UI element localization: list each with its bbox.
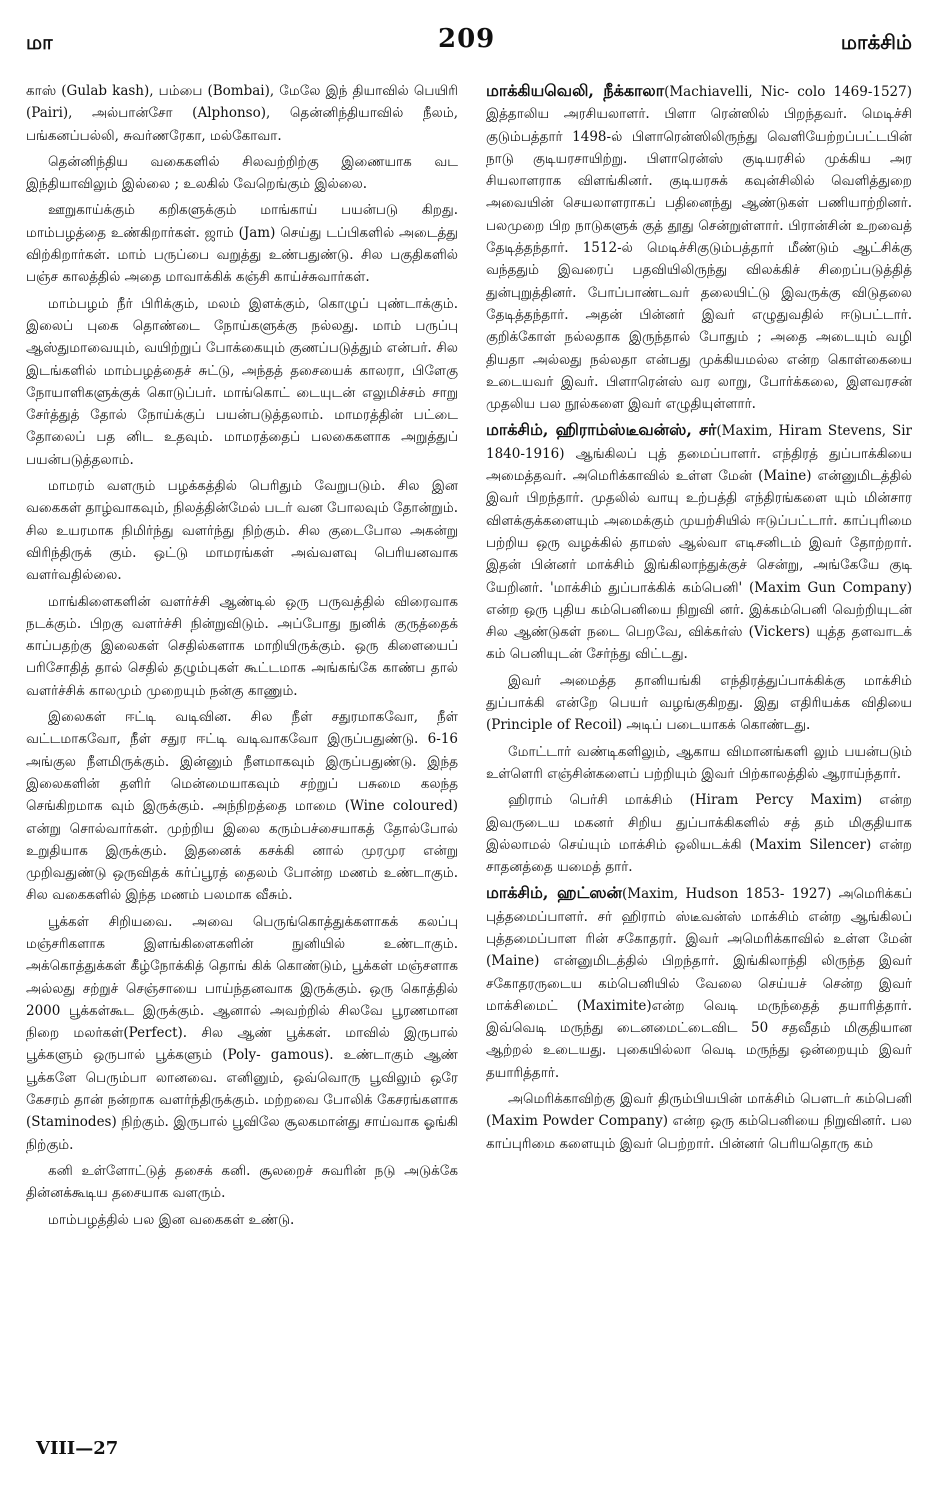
right-column: [486, 80, 912, 1159]
paragraph: அமெரிக்காவிற்கு இவர் திரும்பியபின் மாக்சிம் பௌடர் கம்பெனி (Maxim Powder Company) என்ற ஒரு கம்பெனியை நிறுவினர். பல காப்புரிமை களையும் இவர் பெற்றார். பின்னர் பெரியதொரு கம்: [486, 1091, 912, 1152]
paragraph: கனி உள்ளோட்டுத் தசைக் கனி. சூலறைச் சுவரின் நடு அடுக்கே தின்னக்கூடிய தசையாக வளரும்.: [26, 1162, 458, 1202]
paragraph: மாம்பழத்தில் பல இன வகைகள் உண்டு.: [48, 1211, 295, 1228]
page-number: 209: [438, 24, 496, 54]
paragraph: பூக்கள் சிறியவை. அவை பெருங்கொத்துக்களாகக் கலப்பு மஞ்சரிகளாக இளங்கிளைகளின் நுனியில் உண்டாகும். அக்கொத்துக்கள் கீழ்நோக்கித் தொங் கிக் கொண்டும், பூக்கள் மஞ்சளாக அல்லது சற்றுச் செஞ்சாயை பாய்ந்தனவாக இருக்கும். ஒரு கொத்தில் 2000 பூக்கள்கூட இருக்கும். ஆனால் அவற்றில் சிலவே பூரணமான நிறை மலர்கள்(Perfect). சில ஆண் பூக்கள். மாவில் இருபால் பூக்களும் ஒருபால் பூக்களும் (Poly- gamous). உண்டாகும் ஆண் பூக்களே பெரும்பா லானவை. எனினும், ஒவ்வொரு பூவிலும் ஒரே கேசரம் தான் நன்றாக வளர்ந்திருக்கும். மற்றவை போலிக் கேசரங்களாக (Staminodes) நிற்கும். இருபால் பூவிலே சூலகமான்து சாய்வாக ஓங்கி நிற்கும்.: [26, 913, 458, 1153]
running-head-right: மாக்சிம்: [840, 30, 912, 54]
paragraph: இலைகள் ஈட்டி வடிவின. சில நீள் சதுரமாகவோ, நீள் வட்டமாகவோ, நீள் சதுர ஈட்டி வடிவாகவோ இருப்பதுண்டு. 6-16 அங்குல நீளமிருக்கும். இன்னும் நீளமாகவும் இருப்பதுண்டு. இந்த இலைகளின் தளிர் மென்மையாகவும் சற்றுப் பசுமை கலந்த செங்கிறமாக வும் இருக்கும். அந்நிறத்தை மாமை (Wine coloured) என்று சொல்வார்கள். முற்றிய இலை கரும்பச்சையாகத் தோல்போல் உறுதியாக இருக்கும். இதனைக் கசக்கி னால் முரமுர என்று முறிவதுண்டு ஒருவிதக் கர்ப்பூரத் தைலம் போன்ற மணம் உண்டாகும். சில வகைகளில் இந்த மணம் பலமாக வீசும்.: [26, 709, 458, 904]
paragraph: மாம்பழம் நீர் பிரிக்கும், மலம் இளக்கும், கொழுப் புண்டாக்கும். இலைப் புகை தொண்டை நோய்களுக்கு நல்லது. மாம் பருப்பு ஆஸ்துமாவையும், வயிற்றுப் போக்கையும் குணப்படுத்தும் என்பர். சில இடங்களில் மாம்பழத்தைச் சுட்டு, அந்தத் தசையைக் காலரா, பிளேகு நோயாளிகளுக்குக் கொடுப்பர். மாங்கொட் டையுடன் எலுமிச்சம் சாறு சேர்த்துத் தோல் நோய்க்குப் பயன்படுத்தலாம். மாமரத்தின் பட்டை தோலைப் பத னிட உதவும். மாமரத்தைப் பலகைகளாக அறுத்துப் பயன்படுத்தலாம்.: [26, 295, 458, 468]
entry-heading: மாக்கியவெலி, நீக்காலா: [486, 81, 665, 100]
paragraph: இவர் அமைத்த தானியங்கி எந்திரத்துப்பாக்கிக்கு மாக்சிம் துப்பாக்கி என்றே பெயர் வழங்குகிறது. இது எதிரியக்க விதியை (Principle of Recoil) அடிப் படையாகக் கொண்டது.: [486, 672, 912, 734]
paragraph: மாங்கிளைகளின் வளர்ச்சி ஆண்டில் ஒரு பருவத்தில் விரைவாக நடக்கும். பிறகு வளர்ச்சி நின்றுவிடும். அப்போது நுனிக் குருத்தைக் காப்பதற்கு இலைகள் செதில்களாக மாறியிருக்கும். ஒரு கிளையைப் பரிசோதித் தால் செதில் தழும்புகள் கூட்டமாக அங்கங்கே காண்ப தால் வளர்ச்சிக் காலமும் முறையும் நன்கு காணும்.: [26, 593, 458, 699]
paragraph: ஊறுகாய்க்கும் கறிகளுக்கும் மாங்காய் பயன்படு கிறது. மாம்பழத்தை உண்கிறார்கள். ஜாம் (Jam) செய்து டப்பிகளில் அடைத்து விற்கிறார்கள். மாம் பருப்பை வறுத்து உண்பதுண்டு. சில பகுதிகளில் பஞ்ச காலத்தில் அதை மாவாக்கிக் கஞ்சி காய்ச்சுவார்கள்.: [26, 202, 458, 286]
left-column: [26, 80, 458, 1235]
entry-maxim-hudson: [486, 882, 912, 1084]
entry-body: (Maxim, Hudson 1853- 1927) அமெரிக்கப் புத்தமைப்பாளர். சர் ஹிராம் ஸ்டீவன்ஸ் மாக்சிம் என்ற ஆங்கிலப் புத்தமைப்பாள ரின் சகோதரர். இவர் அமெரிக்காவில் உள்ள மேன் (Maine) என்னுமிடத்தில் பிறந்தார். இங்கிலாந்தி லிருந்த இவர் சகோதரருடைய கம்பெனியில் வேலை செய்யச் சென்ற இவர் மாக்சிமைட் (Maximite)என்ற வெடி மருந்தைத் தயாரித்தார். இவ்வெடி மருந்து டைனமைட்டைவிட 50 சதவீதம் மிகுதியான ஆற்றல் உடையது. புகையில்லா வெடி மருந்து ஒன்றையும் இவர் தயாரித்தார்.: [486, 886, 913, 1081]
signature-mark: VIII—27: [36, 1438, 119, 1459]
entry-body: (Maxim, Hiram Stevens, Sir 1840-1916) ஆங்கிலப் புத் தமைப்பாளர். எந்திரத் துப்பாக்கியை அமைத்தவர். அமெரிக்காவில் உள்ள மேன் (Maine) என்னுமிடத்தில் இவர் பிறந்தார். முதலில் வாயு உற்பத்தி எந்திரங்களை யும் மின்சார விளக்குக்களையும் அமைக்கும் முயற்சியில் ஈடுப்பட்டார். காப்புரிமை பற்றிய ஒரு வழக்கில் தாமஸ் ஆல்வா எடிசனிடம் இவர் தோற்றார். இதன் பின்னர் மாக்சிம் இங்கிலாந்துக்குச் சென்று, அங்கேயே குடி யேறினர். 'மாக்சிம் துப்பாக்கிக் கம்பெனி' (Maxim Gun Company) என்ற ஒரு புதிய கம்பெனியை நிறுவி னர். இக்கம்பெனி வெற்றியுடன் சில ஆண்டுகள் நடை பெறவே, விக்கர்ஸ் (Vickers) யுத்த தளவாடக் கம் பெனியுடன் சேர்ந்து விட்டது.: [486, 423, 912, 663]
entry-body: (Machiavelli, Nic- colo 1469-1527) இத்தாலிய அரசியலாளர். பிளா ரென்ஸில் பிறந்தவர். மெடிச்சி குடும்பத்தார் 1498-ல் பிளாரென்ஸிலிருந்து வெளியேற்றப்பட்டபின் நாடு குடியரசாயிற்று. பிளாரென்ஸ் குடியரசில் முக்கிய அர சியலாளராக விளங்கினர். குடியரசுக் கவுன்சிலில் வெளித்துறை அவையின் செயலாளராகப் பதினைந்து ஆண்டுகள் பணியாற்றினர். பலமுறை பிற நாடுகளுக் குத் தூது சென்றுள்ளார். பிரான்சின் உறவைத் தேடித்தந்தார். 1512-ல் மெடிச்சிகுடும்பத்தார் மீண்டும் ஆட்சிக்கு வந்ததும் இவரைப் பதவியிலிருந்து விலக்கிச் சிறைப்படுத்தித் துன்புறுத்தினர். போப்பாண்டவர் தலையிட்டு இவருக்கு விடுதலை தேடித்தந்தார். அதன் பின்னர் இவர் எழுதுவதில் ஈடுபட்டார். குறிக்கோள் நல்லதாக இருந்தால் போதும் ; அதை அடையும் வழி தியதா அல்லது நல்லதா என்பது முக்கியமல்ல என்ற கொள்கையை உடையவர் இவர். பிளாரென்ஸ் வர லாறு, போர்க்கலை, இளவரசன் முதலிய பல நூல்களை இவர் எழுதியுள்ளார்.: [486, 84, 913, 413]
paragraph: மோட்டார் வண்டிகளிலும், ஆகாய விமானங்களி லும் பயன்படும் உள்ளெரி எஞ்சின்களைப் பற்றியும் இவர் பிற்காலத்தில் ஆராய்ந்தார்.: [486, 743, 912, 782]
paragraph: தென்னிந்திய வகைகளில் சிலவற்றிற்கு இணையாக வட இந்தியாவிலும் இல்லை ; உலகில் வேறெங்கும் இல்லை.: [26, 153, 458, 193]
paragraph: காஸ் (Gulab kash), பம்பை (Bombai), மேலே இந் தியாவில் பெயிரி (Pairi), அல்பான்சோ (Alphonso), தென்னிந்தியாவில் நீலம், பங்கனப்பல்லி, சுவர்ணரேகா, மல்கோவா.: [26, 83, 458, 144]
paragraph: ஹிராம் பெர்சி மாக்சிம் (Hiram Percy Maxim) என்ற இவருடைய மகனர் சிறிய துப்பாக்கிகளில் சத் தம் மிகுதியாக இல்லாமல் செய்யும் மாக்சிம் ஒலியடக்கி (Maxim Silencer) என்ற சாதனத்தை யமைத் தார்.: [486, 792, 912, 876]
entry-heading: மாக்சிம், ஹட்ஸன்: [486, 883, 623, 903]
entry-machiavelli: [486, 80, 912, 415]
entry-maxim-hiram: [486, 419, 912, 665]
running-head-left: மா: [26, 30, 53, 54]
entry-heading: மாக்சிம், ஹிராம்ஸ்டீவன்ஸ், சர்: [486, 420, 717, 440]
paragraph: மாமரம் வளரும் பழக்கத்தில் பெரிதும் வேறுபடும். சில இன வகைகள் தாழ்வாகவும், நிலத்தின்மேல் படர் வன போலவும் தோன்றும். சில உயரமாக நிமிர்ந்து வளர்ந்து நிற்கும். சில குடைபோல அகன்று விரிந்திருக் கும். ஒட்டு மாமரங்கள் அவ்வளவு பெரியனவாக வளர்வதில்லை.: [26, 478, 458, 584]
